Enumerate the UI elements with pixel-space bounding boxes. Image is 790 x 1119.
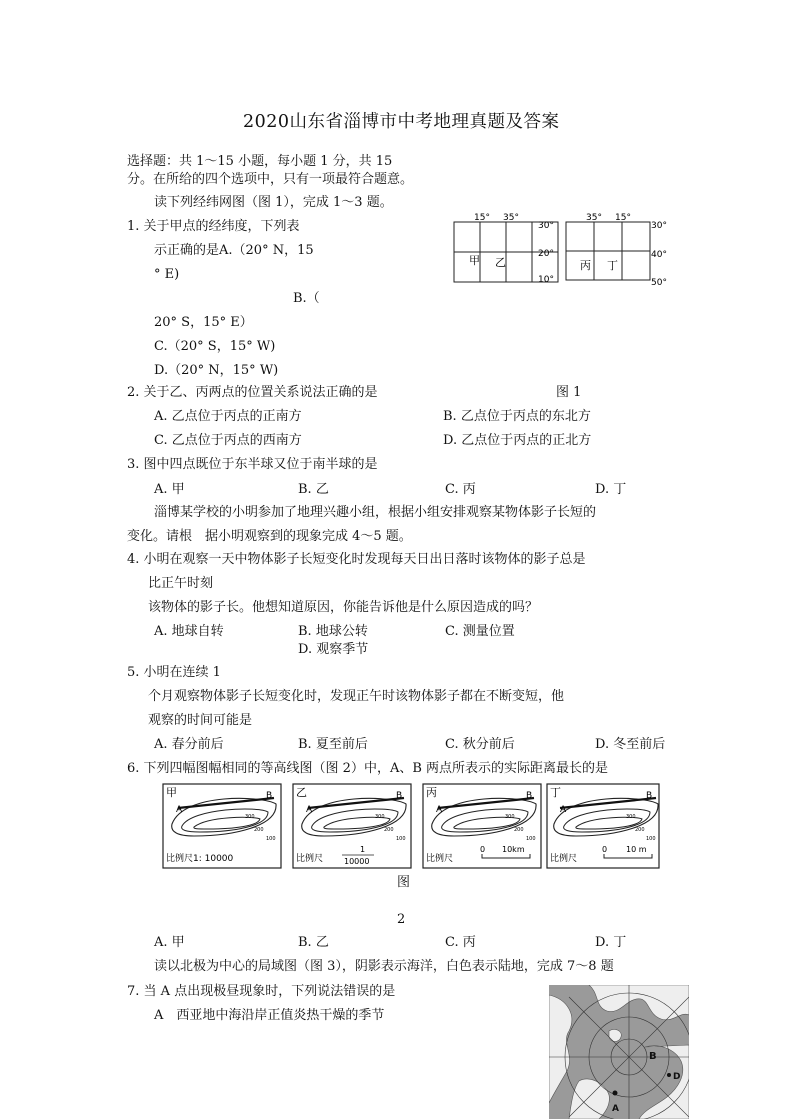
scale-text: 比例尺 bbox=[426, 854, 454, 864]
q5-option-c: C. 秋分前后 bbox=[445, 737, 515, 752]
left-lat-label-2: 20° bbox=[538, 249, 554, 259]
q4-option-d: D. 观察季节 bbox=[298, 642, 369, 657]
polar-label-b: B bbox=[649, 1051, 657, 1062]
map-label-ding: 丁 bbox=[550, 786, 561, 799]
right-lat-label-2: 40° bbox=[651, 250, 667, 260]
left-lat-label-3: 10° bbox=[538, 275, 554, 285]
contour-map-bing bbox=[423, 784, 541, 868]
contour-label-200: 200 bbox=[514, 827, 524, 833]
q2-option-b: B. 乙点位于丙点的东北方 bbox=[443, 409, 591, 424]
read-instruction-1: 读下列经纬网图（图 1），完成 1～3 题。 bbox=[154, 195, 393, 210]
q4-option-c: C. 测量位置 bbox=[445, 624, 515, 639]
q4-stem-line-2: 比正午时刻 bbox=[148, 576, 214, 591]
contour-label-200: 200 bbox=[384, 827, 394, 833]
q5-option-b: B. 夏至前后 bbox=[298, 737, 368, 752]
q7-option-a: A 西亚地中海沿岸正值炎热干燥的季节 bbox=[154, 1008, 385, 1023]
contour-label-300: 300 bbox=[505, 814, 515, 820]
point-b: B bbox=[266, 791, 273, 801]
q6-stem: 6. 下列四幅图幅相同的等高线图（图 2）中，A、B 两点所表示的实际距离最长的是 bbox=[127, 761, 609, 776]
polar-label-a: A bbox=[612, 1104, 619, 1114]
figure-3-polar-map bbox=[549, 985, 689, 1119]
q2-option-c: C. 乙点位于丙点的西南方 bbox=[154, 433, 302, 448]
scale-text: 比例尺1: 10000 bbox=[166, 854, 234, 864]
q4-stem-line-1: 4. 小明在观察一天中物体影子长短变化时发现每天日出日落时该物体的影子总是 bbox=[127, 552, 586, 567]
polar-label-d: D bbox=[673, 1072, 681, 1082]
contour-label-100: 100 bbox=[646, 836, 656, 842]
contour-label-300: 300 bbox=[245, 814, 255, 820]
point-b: B bbox=[646, 791, 653, 801]
q3-stem: 3. 图中四点既位于东半球又位于南半球的是 bbox=[127, 457, 378, 472]
contour-label-200: 200 bbox=[635, 827, 645, 833]
q1-option-b-2: 20° S，15° E） bbox=[154, 315, 253, 330]
q4-option-a: A. 地球自转 bbox=[154, 624, 224, 639]
point-b: B bbox=[396, 791, 403, 801]
q6-option-a: A. 甲 bbox=[154, 935, 185, 950]
contour-label-100: 100 bbox=[396, 836, 406, 842]
q2-stem: 2. 关于乙、丙两点的位置关系说法正确的是 bbox=[127, 385, 378, 400]
right-lon-label-1: 35° bbox=[586, 213, 602, 223]
read-instruction-2-line-2: 变化。请根 据小明观察到的现象完成 4～5 题。 bbox=[127, 529, 412, 544]
figure-1-graticule bbox=[450, 208, 675, 286]
right-lat-label-1: 30° bbox=[651, 221, 667, 231]
q6-option-b: B. 乙 bbox=[298, 935, 329, 950]
scale-fraction-bottom: 10000 bbox=[344, 857, 370, 866]
contour-map-ding bbox=[547, 784, 659, 868]
contour-map-jia bbox=[163, 784, 281, 868]
contour-label-300: 300 bbox=[375, 814, 385, 820]
figure-2-caption-2: 2 bbox=[397, 912, 406, 927]
q6-option-c: C. 丙 bbox=[445, 935, 476, 950]
contour-map-yi bbox=[293, 784, 411, 868]
scale-text: 比例尺 bbox=[296, 854, 324, 864]
point-jia: 甲 bbox=[469, 254, 480, 267]
q5-option-a: A. 春分前后 bbox=[154, 737, 224, 752]
point-ding: 丁 bbox=[607, 259, 618, 272]
point-b: B bbox=[526, 791, 533, 801]
map-label-yi: 乙 bbox=[296, 786, 307, 799]
q3-option-c: C. 丙 bbox=[445, 482, 476, 497]
q3-option-b: B. 乙 bbox=[298, 482, 329, 497]
figure-1-caption: 图 1 bbox=[556, 385, 582, 400]
right-lon-label-2: 15° bbox=[615, 213, 631, 223]
right-lat-label-3: 50° bbox=[651, 278, 667, 286]
left-lon-label-1: 15° bbox=[474, 213, 490, 223]
contour-label-200: 200 bbox=[254, 827, 264, 833]
scale-bar-zero: 0 bbox=[480, 845, 486, 854]
q2-option-a: A. 乙点位于丙点的正南方 bbox=[154, 409, 302, 424]
read-instruction-2-line-1: 淄博某学校的小明参加了地理兴趣小组，根据小组安排观察某物体影子长短的 bbox=[154, 505, 597, 520]
point-a: A bbox=[560, 805, 567, 815]
read-instruction-3: 读以北极为中心的局域图（图 3），阴影表示海洋，白色表示陆地，完成 7～8 题 bbox=[154, 959, 614, 974]
scale-fraction-top: 1 bbox=[360, 845, 366, 854]
q1-option-d: D.（20° N，15° W) bbox=[154, 363, 279, 378]
q5-stem-line-3: 观察的时间可能是 bbox=[148, 713, 253, 728]
q1-stem-line-2: 示正确的是A.（20° N，15 bbox=[154, 243, 314, 258]
q1-option-c: C.（20° S，15° W) bbox=[154, 339, 276, 354]
q1-option-b-1: B.（ bbox=[293, 291, 320, 306]
map-label-jia: 甲 bbox=[166, 786, 177, 799]
q5-stem-line-2: 个月观察物体影子长短变化时，发现正午时该物体影子都在不断变短，他 bbox=[148, 689, 565, 704]
figure-2-contour-maps bbox=[162, 782, 662, 870]
intro-line-2: 分。在所给的四个选项中，只有一项最符合题意。 bbox=[127, 172, 414, 187]
q3-option-d: D. 丁 bbox=[595, 482, 627, 497]
point-a: A bbox=[306, 805, 313, 815]
q3-option-a: A. 甲 bbox=[154, 482, 185, 497]
scale-bar-unit: 10km bbox=[502, 845, 525, 854]
q1-stem-line-3: ° E) bbox=[154, 267, 180, 282]
scale-text: 比例尺 bbox=[550, 854, 578, 864]
scale-bar-unit: 10 m bbox=[626, 845, 647, 854]
q1-stem-line-1: 1. 关于甲点的经纬度，下列表 bbox=[127, 219, 300, 234]
page-title: 2020山东省淄博市中考地理真题及答案 bbox=[243, 112, 560, 132]
q2-option-d: D. 乙点位于丙点的正北方 bbox=[443, 433, 592, 448]
figure-2-caption-1: 图 bbox=[397, 875, 411, 890]
point-yi: 乙 bbox=[495, 256, 506, 269]
intro-line-1: 选择题：共 1～15 小题，每小题 1 分，共 15 bbox=[127, 154, 393, 169]
map-label-bing: 丙 bbox=[426, 786, 437, 799]
left-lon-label-2: 35° bbox=[503, 213, 519, 223]
q6-option-d: D. 丁 bbox=[595, 935, 627, 950]
q4-stem-line-3: 该物体的影子长。他想知道原因，你能告诉他是什么原因造成的吗？ bbox=[148, 600, 539, 615]
q5-option-d: D. 冬至前后 bbox=[595, 737, 666, 752]
scale-bar-zero: 0 bbox=[602, 845, 608, 854]
point-a: A bbox=[436, 805, 443, 815]
contour-label-100: 100 bbox=[526, 836, 536, 842]
point-bing: 丙 bbox=[580, 259, 591, 272]
contour-label-100: 100 bbox=[266, 836, 276, 842]
q7-stem: 7. 当 A 点出现极昼现象时，下列说法错误的是 bbox=[127, 984, 396, 999]
q5-stem-line-1: 5. 小明在连续 1 bbox=[127, 665, 221, 680]
contour-label-300: 300 bbox=[626, 814, 636, 820]
point-a: A bbox=[176, 805, 183, 815]
q4-option-b: B. 地球公转 bbox=[298, 624, 368, 639]
left-lat-label-1: 30° bbox=[538, 221, 554, 231]
